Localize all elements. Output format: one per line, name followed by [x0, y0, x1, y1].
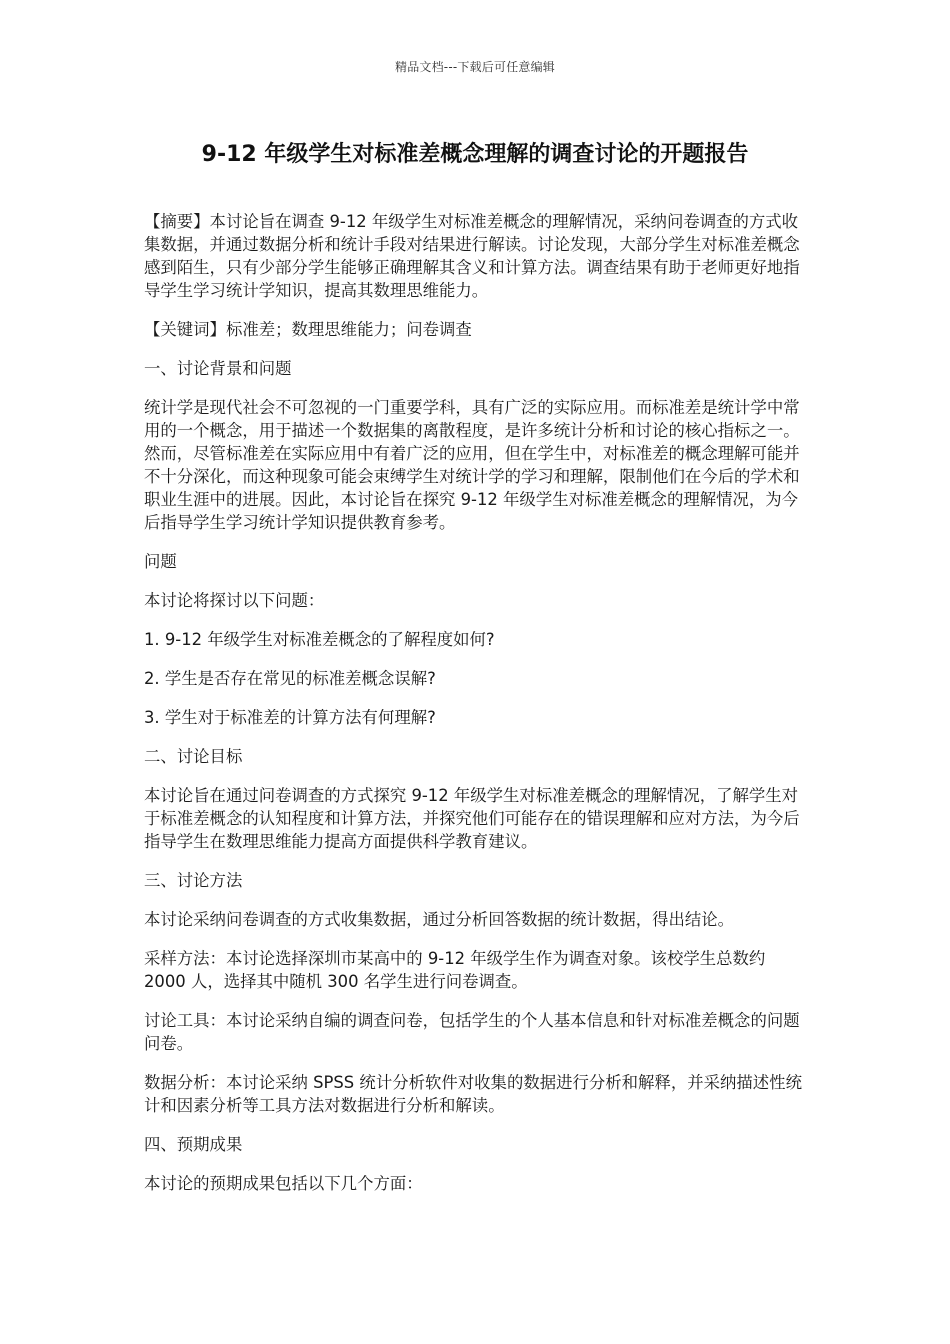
tools-paragraph: 讨论工具：本讨论采纳自编的调查问卷，包括学生的个人基本信息和针对标准差概念的问题问卷。 — [144, 1011, 800, 1053]
question-item: 2. 学生是否存在常见的标准差概念误解? — [144, 669, 436, 688]
sampling-paragraph: 采样方法：本讨论选择深圳市某高中的 9-12 年级学生作为调查对象。该校学生总数约 2000 人，选择其中随机 300 名学生进行问卷调查。 — [144, 949, 766, 991]
objectives-paragraph: 本讨论旨在通过问卷调查的方式探究 9-12 年级学生对标准差概念的理解情况，了解学生对于标准差概念的认知程度和计算方法，并探究他们可能存在的错误理解和应对方法，为今后指导学生在数理思维能力提高方面提供科学教育建议。 — [144, 786, 800, 851]
questions-label: 问题 — [144, 552, 177, 571]
section-heading-outcomes: 四、预期成果 — [144, 1135, 243, 1154]
questions-intro: 本讨论将探讨以下问题： — [144, 591, 325, 610]
outcomes-intro-paragraph: 本讨论的预期成果包括以下几个方面： — [144, 1174, 423, 1193]
analysis-paragraph: 数据分析：本讨论采纳 SPSS 统计分析软件对收集的数据进行分析和解释，并采纳描述性统计和因素分析等工具方法对数据进行分析和解读。 — [144, 1073, 802, 1115]
background-paragraph: 统计学是现代社会不可忽视的一门重要学科，具有广泛的实际应用。而标准差是统计学中常用的一个概念，用于描述一个数据集的离散程度，是许多统计分析和讨论的核心指标之一。然而，尽管标准差在实际应用中有着广泛的应用，但在学生中，对标准差的概念理解可能并不十分深化，而这种现象可能会束缚学生对统计学的学习和理解，限制他们在今后的学术和职业生涯中的进展。因此，本讨论旨在探究 9-12 年级学生对标准差概念的理解情况，为今后指导学生学习统计学知识提供教育参考。 — [144, 398, 800, 532]
section-heading-objectives: 二、讨论目标 — [144, 747, 243, 766]
methods-intro-paragraph: 本讨论采纳问卷调查的方式收集数据，通过分析回答数据的统计数据，得出结论。 — [144, 910, 735, 929]
keywords-paragraph: 【关键词】标准差；数理思维能力；问卷调查 — [144, 320, 472, 339]
header-note: 精品文档---下载后可任意编辑 — [395, 60, 555, 74]
section-heading-methods: 三、讨论方法 — [144, 871, 243, 890]
question-item: 1. 9-12 年级学生对标准差概念的了解程度如何? — [144, 630, 495, 649]
question-item: 3. 学生对于标准差的计算方法有何理解? — [144, 708, 436, 727]
document-title: 9-12 年级学生对标准差概念理解的调查讨论的开题报告 — [201, 142, 749, 167]
abstract-paragraph: 【摘要】本讨论旨在调查 9-12 年级学生对标准差概念的理解情况，采纳问卷调查的方式收集数据，并通过数据分析和统计手段对结果进行解读。讨论发现，大部分学生对标准差概念感到陌生，只有少部分学生能够正确理解其含义和计算方法。调查结果有助于老师更好地指导学生学习统计学知识，提高其数理思维能力。 — [144, 212, 800, 300]
section-heading-background: 一、讨论背景和问题 — [144, 359, 292, 378]
document-body — [144, 210, 808, 1211]
